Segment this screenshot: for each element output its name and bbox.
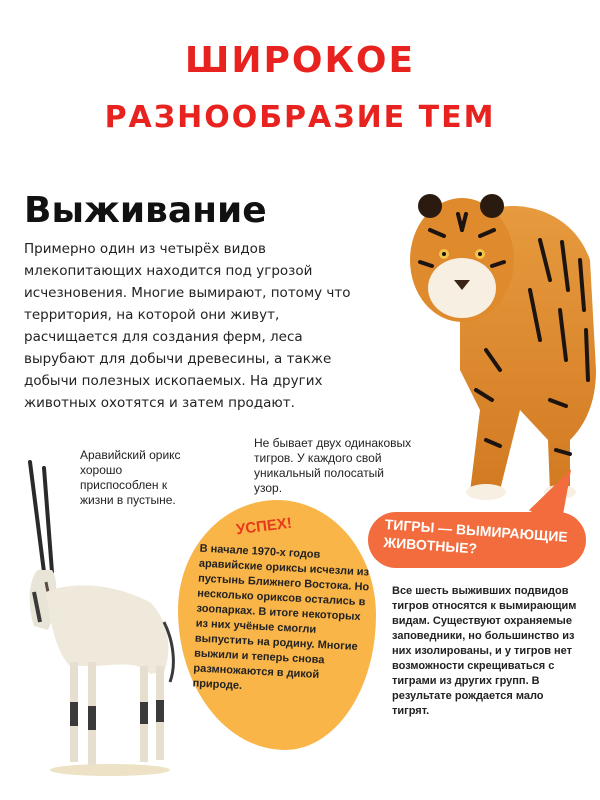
success-box-text: В начале 1970-х годов аравийские ориксы исчезли из пустынь Ближнего Востока. Но несколько ориксов остались в зоопарках. В итоге некоторых из них учёные смогли выпустить на родину. Многие выжили и теперь снова размножаются в дикой природе.: [192, 542, 370, 692]
page-title-line2: РАЗНООБРАЗИЕ ТЕМ: [104, 100, 496, 135]
section-body-text: Примерно один из четырёх видов млекопитающих находится под угрозой исчезновения. Многие вымирают, потому что территория, на которой они живут, расчищается для создания ферм, леса вырубают для добычи древесины, а также добычи полезных ископаемых. На других животных охотятся и затем продают.: [24, 241, 351, 411]
page-title-line1: ШИРОКОЕ: [184, 40, 416, 81]
oryx-caption: Аравийский орикс хорошо приспособлен к жизни в пустыне.: [80, 448, 181, 507]
tiger-box-text: Все шесть выживших подвидов тигров относятся к вымирающим видам. Существуют охраняемые заповедники, но большинство из них изолированы, и у тигров нет возможности скрещиваться с тиграми из других групп. В результате рождается мало тигрят.: [392, 585, 577, 717]
tiger-caption: Не бывает двух одинаковых тигров. У каждого свой уникальный полосатый узор.: [254, 436, 412, 495]
tiger-illustration: [400, 170, 600, 510]
success-box-title: УСПЕХ!: [235, 514, 293, 539]
section-heading: Выживание: [24, 190, 267, 231]
tiger-box-title: ТИГРЫ — ВЫМИРАЮЩИЕ ЖИВОТНЫЕ?: [383, 516, 569, 557]
